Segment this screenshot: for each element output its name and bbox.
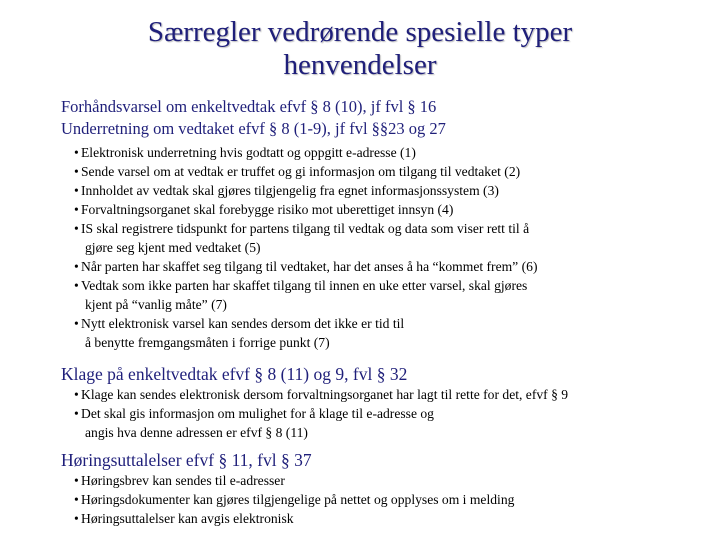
- bullet-text-continued: å benytte fremgangsmåten i forrige punkt (7): [85, 335, 330, 350]
- bullet-list-horing: [61, 471, 514, 528]
- list-item: [75, 181, 537, 200]
- list-item: [75, 200, 537, 219]
- list-item: [75, 385, 568, 404]
- slide-title: [0, 16, 720, 82]
- list-item: [75, 162, 537, 181]
- bullet-text-continued: angis hva denne adressen er efvf § 8 (11): [85, 425, 308, 440]
- section-underretning: [61, 96, 537, 352]
- heading-forhandsvarsel: Forhåndsvarsel om enkeltvedtak efvf § 8 (10), jf fvl § 16: [61, 97, 437, 116]
- bullet-text: • Når parten har skaffet seg tilgang til vedtaket, har det anses å ha “kommet frem” (6): [81, 259, 538, 274]
- bullet-text: • Sende varsel om at vedtak er truffet og gi informasjon om tilgang til vedtaket (2): [81, 164, 521, 179]
- heading-underretning: Underretning om vedtaket efvf § 8 (1-9), jf fvl §§23 og 27: [61, 119, 446, 138]
- bullet-text: • Høringsdokumenter kan gjøres tilgjengelige på nettet og opplyses om i melding: [81, 492, 515, 507]
- list-item: [75, 276, 537, 314]
- slide-title-line-2: henvendelser: [283, 49, 437, 81]
- slide-title-line-1: Særregler vedrørende spesielle typer: [147, 16, 573, 48]
- bullet-text-continued: gjøre seg kjent med vedtaket (5): [85, 240, 261, 255]
- bullet-text: • Høringsbrev kan sendes til e-adresser: [81, 473, 285, 488]
- bullet-text: • Høringsuttalelser kan avgis elektronisk: [81, 511, 294, 526]
- bullet-text-continued: kjent på “vanlig måte” (7): [85, 297, 227, 312]
- list-item: [75, 314, 537, 352]
- section-horing: [61, 449, 514, 528]
- list-item: [75, 219, 537, 257]
- list-item: [75, 490, 514, 509]
- bullet-text: • IS skal registrere tidspunkt for partens tilgang til vedtak og data som viser rett til å: [81, 221, 530, 236]
- bullet-text: • Innholdet av vedtak skal gjøres tilgjengelig fra egnet informasjonssystem (3): [81, 183, 499, 198]
- bullet-text: • Nytt elektronisk varsel kan sendes dersom det ikke er tid til: [81, 316, 405, 331]
- list-item: [75, 143, 537, 162]
- list-item: [75, 257, 537, 276]
- bullet-list-underretning: [61, 143, 537, 352]
- heading-horingsuttalelser: Høringsuttalelser efvf § 11, fvl § 37: [61, 450, 312, 470]
- bullet-text: • Vedtak som ikke parten har skaffet tilgang til innen en uke etter varsel, skal gjøres: [81, 278, 528, 293]
- list-item: [75, 471, 514, 490]
- section-klage: [61, 363, 568, 442]
- bullet-text: • Klage kan sendes elektronisk dersom forvaltningsorganet har lagt til rette for det, efvf § 9: [81, 387, 569, 402]
- list-item: [75, 509, 514, 528]
- heading-klage: Klage på enkeltvedtak efvf § 8 (11) og 9, fvl § 32: [61, 364, 408, 384]
- bullet-text: • Det skal gis informasjon om mulighet for å klage til e-adresse og: [81, 406, 434, 421]
- bullet-list-klage: [61, 385, 568, 442]
- list-item: [75, 404, 568, 442]
- bullet-text: • Forvaltningsorganet skal forebygge risiko mot uberettiget innsyn (4): [81, 202, 454, 217]
- bullet-text: • Elektronisk underretning hvis godtatt og oppgitt e-adresse (1): [81, 145, 416, 160]
